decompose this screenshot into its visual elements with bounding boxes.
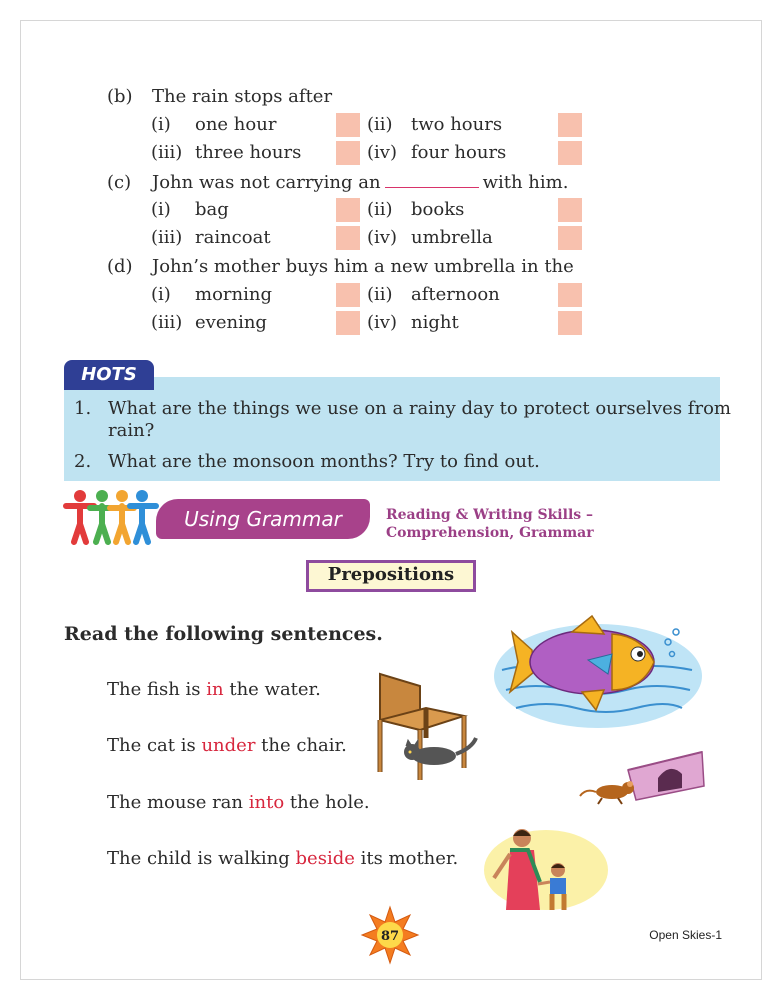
question-text: The rain stops after: [152, 86, 333, 107]
preposition-word: beside: [295, 848, 355, 869]
answer-box-c-iv[interactable]: [558, 226, 582, 250]
preposition-word: into: [248, 792, 285, 813]
option-c-ii: (ii) books: [367, 199, 465, 220]
answer-box-b-i[interactable]: [336, 113, 360, 137]
option-c-i: (i) bag: [151, 199, 229, 220]
answer-box-d-ii[interactable]: [558, 283, 582, 307]
cat-under-chair-illustration: [372, 668, 482, 782]
hots-question-1-cont: rain?: [108, 420, 155, 441]
using-grammar-title: Using Grammar: [184, 507, 342, 531]
sentence-3: The mouse ran into the hole.: [107, 792, 370, 813]
read-heading: Read the following sentences.: [64, 623, 383, 645]
fill-blank[interactable]: [385, 171, 479, 188]
question-text: John’s mother buys him a new umbrella in the: [152, 256, 574, 277]
question-text-after: with him.: [482, 172, 569, 193]
hots-question-2: 2. What are the monsoon months? Try to find out.: [74, 451, 540, 472]
option-d-iii: (iii) evening: [151, 312, 267, 333]
skills-label: Reading & Writing Skills – Comprehension, Grammar: [386, 507, 594, 541]
option-d-iv: (iv) night: [367, 312, 459, 333]
question-label: (b): [107, 86, 133, 107]
book-footer: Open Skies-1: [649, 928, 722, 942]
sentence-1: The fish is in the water.: [107, 679, 321, 700]
option-b-iii: (iii) three hours: [151, 142, 302, 163]
answer-box-d-iv[interactable]: [558, 311, 582, 335]
question-label: (c): [107, 172, 132, 193]
question-text-before: John was not carrying an: [152, 172, 381, 193]
answer-box-c-i[interactable]: [336, 198, 360, 222]
answer-box-d-iii[interactable]: [336, 311, 360, 335]
preposition-word: under: [201, 735, 256, 756]
question-b: [107, 86, 332, 108]
page-number: 87: [380, 929, 400, 944]
option-b-iv: (iv) four hours: [367, 142, 507, 163]
sentence-4: The child is walking beside its mother.: [107, 848, 459, 869]
hots-question-1: 1. What are the things we use on a rainy day to protect ourselves from: [74, 398, 731, 419]
page-number-star-icon: [360, 905, 420, 965]
answer-box-b-iii[interactable]: [336, 141, 360, 165]
option-b-i: (i) one hour: [151, 114, 277, 135]
answer-box-c-iii[interactable]: [336, 226, 360, 250]
option-d-ii: (ii) afternoon: [367, 284, 500, 305]
option-c-iv: (iv) umbrella: [367, 227, 493, 248]
answer-box-c-ii[interactable]: [558, 198, 582, 222]
answer-box-d-i[interactable]: [336, 283, 360, 307]
prepositions-title: Prepositions: [327, 564, 455, 585]
hots-tab: HOTS: [64, 360, 154, 390]
fish-in-water-illustration: [492, 610, 704, 734]
preposition-word: in: [206, 679, 224, 700]
option-b-ii: (ii) two hours: [367, 114, 503, 135]
option-d-i: (i) morning: [151, 284, 272, 305]
question-d: [107, 256, 574, 278]
children-group-icon: [62, 486, 160, 546]
mouse-into-hole-illustration: [578, 748, 708, 812]
sentence-2: The cat is under the chair.: [107, 735, 347, 756]
child-beside-mother-illustration: [484, 822, 608, 912]
question-c: [107, 171, 568, 194]
option-c-iii: (iii) raincoat: [151, 227, 271, 248]
answer-box-b-ii[interactable]: [558, 113, 582, 137]
answer-box-b-iv[interactable]: [558, 141, 582, 165]
question-label: (d): [107, 256, 133, 277]
